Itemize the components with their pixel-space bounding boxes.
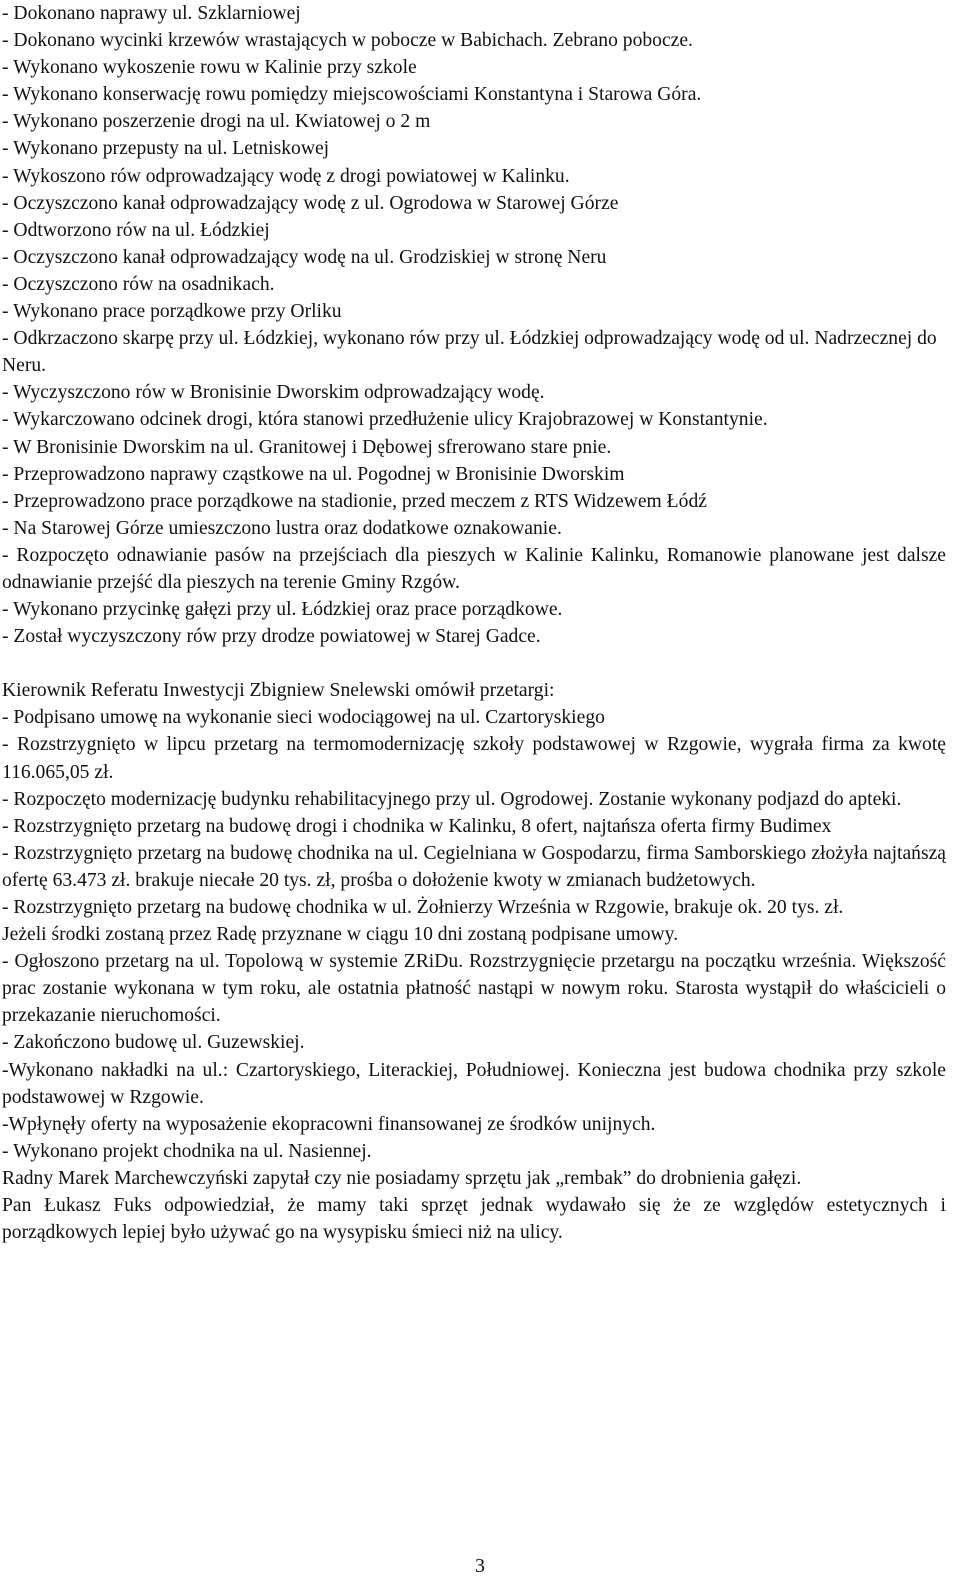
list-item: - Rozstrzygnięto przetarg na budowę drogi i chodnika w Kalinku, 8 ofert, najtańsza oferta firmy Budimex — [2, 815, 832, 837]
list-item: - Rozstrzygnięto w lipcu przetarg na termomodernizację szkoły podstawowej w Rzgowie, wygrała firma za kwotę 116.065,05 zł. — [2, 734, 946, 783]
list-item: - Dokonano naprawy ul. Szklarniowej — [2, 3, 301, 24]
list-item: - Został wyczyszczony rów przy drodze powiatowej w Starej Gadce. — [2, 626, 541, 648]
list-item: - Rozstrzygnięto przetarg na budowę chodnika w ul. Żołnierzy Września w Rzgowie, brakuje ok. 20 tys. zł. — [2, 897, 844, 918]
list-item: - Rozpoczęto odnawianie pasów na przejściach dla pieszych w Kalinie Kalinku, Romanowie planowane jest dalsze odnawianie przejść dla pieszych na terenie Gminy Rzgów. — [2, 544, 946, 593]
list-item: - Wykonano konserwację rowu pomiędzy miejscowościami Konstantyna i Starowa Góra. — [2, 84, 702, 106]
paragraph: Radny Marek Marchewczyński zapytał czy nie posiadamy sprzętu jak „rembak” do drobnienia gałęzi. — [2, 1167, 802, 1189]
list-item: - Odkrzaczono skarpę przy ul. Łódzkiej, wykonano rów przy ul. Łódzkiej odprowadzający wodę od ul. Nadrzecznej do Neru. — [2, 328, 937, 377]
list-item: - Wykoszono rów odprowadzający wodę z drogi powiatowej w Kalinku. — [2, 165, 570, 187]
list-item: - Wykonano projekt chodnika na ul. Nasiennej. — [2, 1140, 372, 1162]
list-item: - Wyczyszczono rów w Bronisinie Dworskim odprowadzający wodę. — [2, 382, 545, 404]
tenders-section — [2, 677, 946, 1246]
list-item: - Rozstrzygnięto przetarg na budowę chodnika na ul. Cegielniana w Gospodarzu, firma Samborskiego złożyła najtańszą ofertę 63.473 zł. brakuje niecałe 20 tys. zł, prośba o dołożenie kwoty w zmianach budżetowych. — [2, 842, 946, 891]
list-item: - Wykonano przycinkę gałęzi przy ul. Łódzkiej oraz prace porządkowe. — [2, 599, 563, 621]
list-item: - Przeprowadzono prace porządkowe na stadionie, przed meczem z RTS Widzewem Łódź — [2, 490, 707, 512]
list-item: - Zakończono budowę ul. Guzewskiej. — [2, 1032, 305, 1054]
paragraph: Pan Łukasz Fuks odpowiedział, że mamy taki sprzęt jednak wydawało się że ze względów estetycznych i porządkowych lepiej było używać go na wysypisku śmieci niż na ulicy. — [2, 1195, 946, 1244]
list-item: - Wykonano prace porządkowe przy Orliku — [2, 301, 342, 323]
list-item: - Wykonano przepusty na ul. Letniskowej — [2, 138, 330, 160]
list-item: - Odtworzono rów na ul. Łódzkiej — [2, 219, 270, 241]
list-item: - Oczyszczono kanał odprowadzający wodę z ul. Ogrodowa w Starowej Górze — [2, 192, 619, 214]
list-item: -Wpłynęły oferty na wyposażenie ekopracowni finansowanej ze środków unijnych. — [2, 1113, 656, 1135]
list-item: - Oczyszczono kanał odprowadzający wodę na ul. Grodziskiej w stronę Neru — [2, 246, 607, 268]
list-item: -Wykonano nakładki na ul.: Czartoryskiego, Literackiej, Południowej. Konieczna jest budowa chodnika przy szkole podstawowej w Rzgowie. — [2, 1059, 946, 1108]
document-page — [2, 0, 946, 1246]
section-intro: Kierownik Referatu Inwestycji Zbigniew Snelewski omówił przetargi: — [2, 680, 555, 702]
list-item: - Rozpoczęto modernizację budynku rehabilitacyjnego przy ul. Ogrodowej. Zostanie wykonany podjazd do apteki. — [2, 788, 902, 810]
works-list — [2, 0, 946, 650]
list-item: - Wykonano poszerzenie drogi na ul. Kwiatowej o 2 m — [2, 111, 431, 133]
list-item: - Podpisano umowę na wykonanie sieci wodociągowej na ul. Czartoryskiego — [2, 707, 605, 729]
list-item: - W Bronisinie Dworskim na ul. Granitowej i Dębowej sfrerowano stare pnie. — [2, 436, 612, 458]
list-item: - Dokonano wycinki krzewów wrastających w pobocze w Babichach. Zebrano pobocze. — [2, 30, 693, 52]
list-item: - Przeprowadzono naprawy cząstkowe na ul. Pogodnej w Bronisinie Dworskim — [2, 463, 625, 485]
paragraph: Jeżeli środki zostaną przez Radę przyznane w ciągu 10 dni zostaną podpisane umowy. — [2, 924, 679, 946]
list-item: - Ogłoszono przetarg na ul. Topolową w systemie ZRiDu. Rozstrzygnięcie przetargu na początku września. Większość prac zostanie wykonana w tym roku, ale ostatnia płatność nastąpi w nowym roku. Starosta wystąpił do właścicieli o przekazanie nieruchomości. — [2, 951, 946, 1027]
list-item: - Na Starowej Górze umieszczono lustra oraz dodatkowe oznakowanie. — [2, 517, 562, 539]
page-number: 3 — [475, 1555, 485, 1577]
paragraph-gap — [2, 650, 946, 677]
list-item: - Wykonano wykoszenie rowu w Kalinie przy szkole — [2, 57, 417, 79]
list-item: - Oczyszczono rów na osadnikach. — [2, 273, 275, 295]
list-item: - Wykarczowano odcinek drogi, która stanowi przedłużenie ulicy Krajobrazowej w Konstantynie. — [2, 409, 768, 431]
